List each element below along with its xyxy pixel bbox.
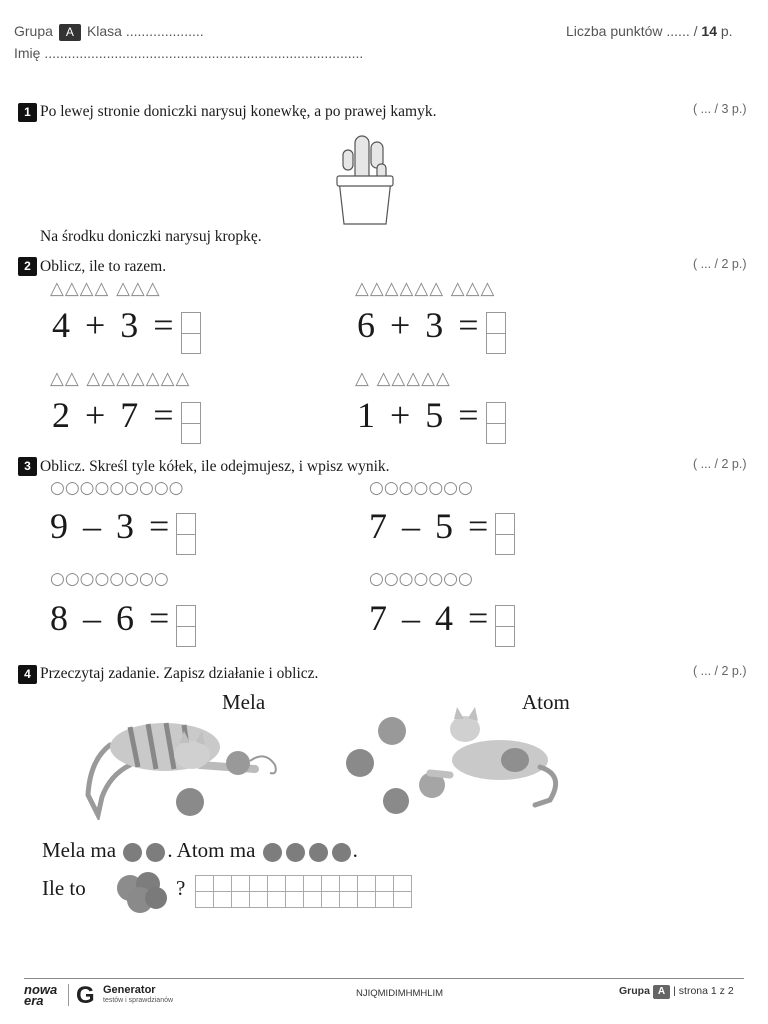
equation-2-3 xyxy=(52,394,201,444)
triangles-2: △△△△△△ △△△ xyxy=(355,278,496,299)
generator-logo-title: Generator xyxy=(103,984,156,996)
equation-text: 1 + 5 = xyxy=(357,395,482,435)
triangles-4: △ △△△△△ xyxy=(355,368,451,389)
score-total: 14 xyxy=(701,23,717,39)
equation-text: 9 – 3 = xyxy=(50,506,173,546)
question-4-text: Przeczytaj zadanie. Zapisz działanie i oblicz. xyxy=(40,665,319,682)
cat-atom-image xyxy=(340,705,570,815)
nowa-era-logo: nowa era xyxy=(24,982,58,1008)
answer-box[interactable] xyxy=(181,312,201,354)
circles-3: ○○○○○○○○ xyxy=(50,569,169,589)
answer-box[interactable] xyxy=(486,402,506,444)
answer-box[interactable] xyxy=(495,605,515,647)
footer-group-badge: A xyxy=(653,985,670,999)
question-3-points: ( ... / 2 p.) xyxy=(693,457,747,471)
problem-line-1 xyxy=(42,838,358,863)
equation-3-3 xyxy=(50,597,196,647)
header-group-line xyxy=(14,23,204,41)
score-unit: p. xyxy=(720,23,733,39)
group-badge: A xyxy=(59,24,81,41)
yarn-icon xyxy=(332,843,351,862)
equation-2-1 xyxy=(52,304,201,354)
yarn-icon xyxy=(263,843,282,862)
footer-group xyxy=(619,985,734,999)
answer-box[interactable] xyxy=(181,402,201,444)
footer-divider xyxy=(24,978,744,979)
class-field: Klasa .................... xyxy=(86,23,204,39)
yarn-icon xyxy=(286,843,305,862)
equation-2-2 xyxy=(357,304,506,354)
mela-text: Mela ma xyxy=(42,838,117,862)
group-label: Grupa xyxy=(14,23,53,39)
question-mark: ? xyxy=(176,876,186,900)
cat-name-mela: Mela xyxy=(222,690,266,714)
circles-1: ○○○○○○○○○ xyxy=(50,478,184,498)
answer-box[interactable] xyxy=(486,312,506,354)
name-field: Imię .................................................................................. xyxy=(14,45,364,61)
question-3-number: 3 xyxy=(18,457,37,476)
equation-3-4 xyxy=(369,597,515,647)
score-label: Liczba punktów ...... / xyxy=(566,23,698,39)
logo-divider xyxy=(68,984,69,1006)
answer-box[interactable] xyxy=(176,513,196,555)
triangles-3: △△ △△△△△△△ xyxy=(50,368,191,389)
question-2-text: Oblicz, ile to razem. xyxy=(40,258,167,275)
equation-text: 8 – 6 = xyxy=(50,598,173,638)
yarn-pile-icon xyxy=(112,866,170,916)
equation-text: 4 + 3 = xyxy=(52,305,177,345)
answer-box[interactable] xyxy=(495,513,515,555)
yarn-ball-image xyxy=(172,786,208,818)
equation-3-1 xyxy=(50,505,196,555)
generator-logo-sub: testów i sprawdzianów xyxy=(103,997,174,1004)
circles-2: ○○○○○○○ xyxy=(369,478,473,498)
answer-box[interactable] xyxy=(176,605,196,647)
score-field xyxy=(566,23,733,39)
equation-text: 7 – 4 = xyxy=(369,598,492,638)
cactus-pot-image xyxy=(325,124,405,230)
equation-text: 7 – 5 = xyxy=(369,506,492,546)
atom-text: . Atom ma xyxy=(167,838,256,862)
yarn-icon xyxy=(146,843,165,862)
cat-name-atom: Atom xyxy=(522,690,570,714)
question-1-text: Po lewej stronie doniczki narysuj konewkę, a po prawej kamyk. xyxy=(40,103,437,120)
yarn-icon xyxy=(123,843,142,862)
generator-g-icon: G xyxy=(76,982,95,1009)
problem-line-2: Ile to xyxy=(42,876,86,900)
question-4-number: 4 xyxy=(18,665,37,684)
equation-3-2 xyxy=(369,505,515,555)
question-1-points: ( ... / 3 p.) xyxy=(693,102,747,116)
question-1-number: 1 xyxy=(18,103,37,122)
question-3-text: Oblicz. Skreśl tyle kółek, ile odejmujesz, i wpisz wynik. xyxy=(40,458,390,475)
question-1-subtext: Na środku doniczki narysuj kropkę. xyxy=(40,228,262,245)
equation-2-4 xyxy=(357,394,506,444)
end-dot: . xyxy=(352,838,358,862)
footer-page: | strona 1 z 2 xyxy=(673,985,734,997)
yarn-icon xyxy=(309,843,328,862)
footer-group-label: Grupa xyxy=(619,985,650,997)
equation-text: 6 + 3 = xyxy=(357,305,482,345)
question-2-points: ( ... / 2 p.) xyxy=(693,257,747,271)
answer-grid[interactable] xyxy=(195,875,412,908)
triangles-1: △△△△ △△△ xyxy=(50,278,161,299)
question-2-number: 2 xyxy=(18,257,37,276)
footer-code: NJIQMIDIMHMHLIM xyxy=(356,988,444,999)
question-4-points: ( ... / 2 p.) xyxy=(693,664,747,678)
equation-text: 2 + 7 = xyxy=(52,395,177,435)
circles-4: ○○○○○○○ xyxy=(369,569,473,589)
